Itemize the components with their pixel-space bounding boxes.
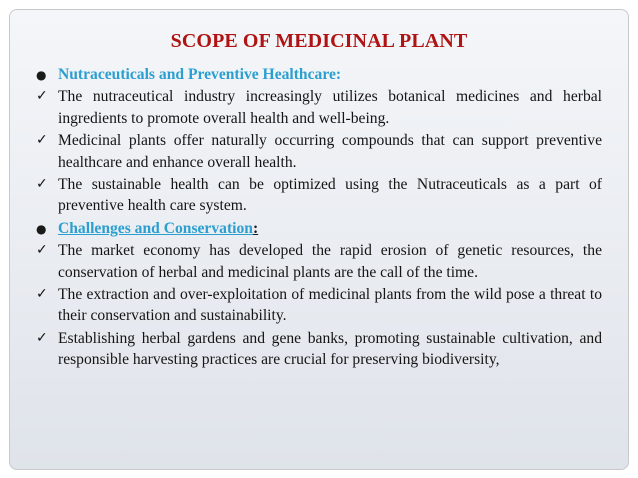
list-item (36, 86, 602, 129)
list-item (36, 284, 602, 327)
checkmark-icon: ✓ (36, 329, 48, 346)
section-heading-label: Nutraceuticals and Preventive Healthcare: (58, 66, 342, 83)
list-item (36, 328, 602, 371)
checkmark-icon: ✓ (36, 132, 48, 149)
list-item-text: The sustainable health can be optimized using the Nutraceuticals as a part of preventive health care system. (58, 176, 602, 215)
bullet-list (36, 64, 602, 372)
bullet-icon: ● (36, 68, 47, 82)
bullet-icon: ● (36, 221, 47, 236)
slide-title: SCOPE OF MEDICINAL PLANT (170, 30, 468, 52)
checkmark-icon: ✓ (36, 286, 48, 303)
list-item (36, 240, 602, 283)
section-heading-challenges (36, 218, 602, 239)
checkmark-icon: ✓ (36, 88, 48, 105)
list-item-text: The extraction and over-exploitation of medicinal plants from the wild pose a threat to their conservation and sustainability. (58, 286, 602, 325)
list-item-text: Establishing herbal gardens and gene banks, promoting sustainable cultivation, and responsible harvesting practices are crucial for preserving biodiversity, (58, 329, 602, 369)
section-heading-colon: : (252, 219, 259, 237)
section-heading-label: Challenges and Conservation (58, 219, 253, 237)
list-item (36, 130, 602, 173)
checkmark-icon: ✓ (36, 176, 48, 193)
list-item-text: The market economy has developed the rapid erosion of genetic resources, the conservation of herbal and medicinal plants are the call of the time. (58, 242, 602, 281)
section-heading-nutraceuticals (36, 64, 602, 85)
list-item (36, 174, 602, 217)
list-item-text: Medicinal plants offer naturally occurring compounds that can support preventive healthcare and enhance overall health. (58, 132, 602, 171)
list-item-text: The nutraceutical industry increasingly utilizes botanical medicines and herbal ingredients to promote overall health and well-being. (58, 88, 602, 127)
checkmark-icon: ✓ (36, 242, 48, 259)
